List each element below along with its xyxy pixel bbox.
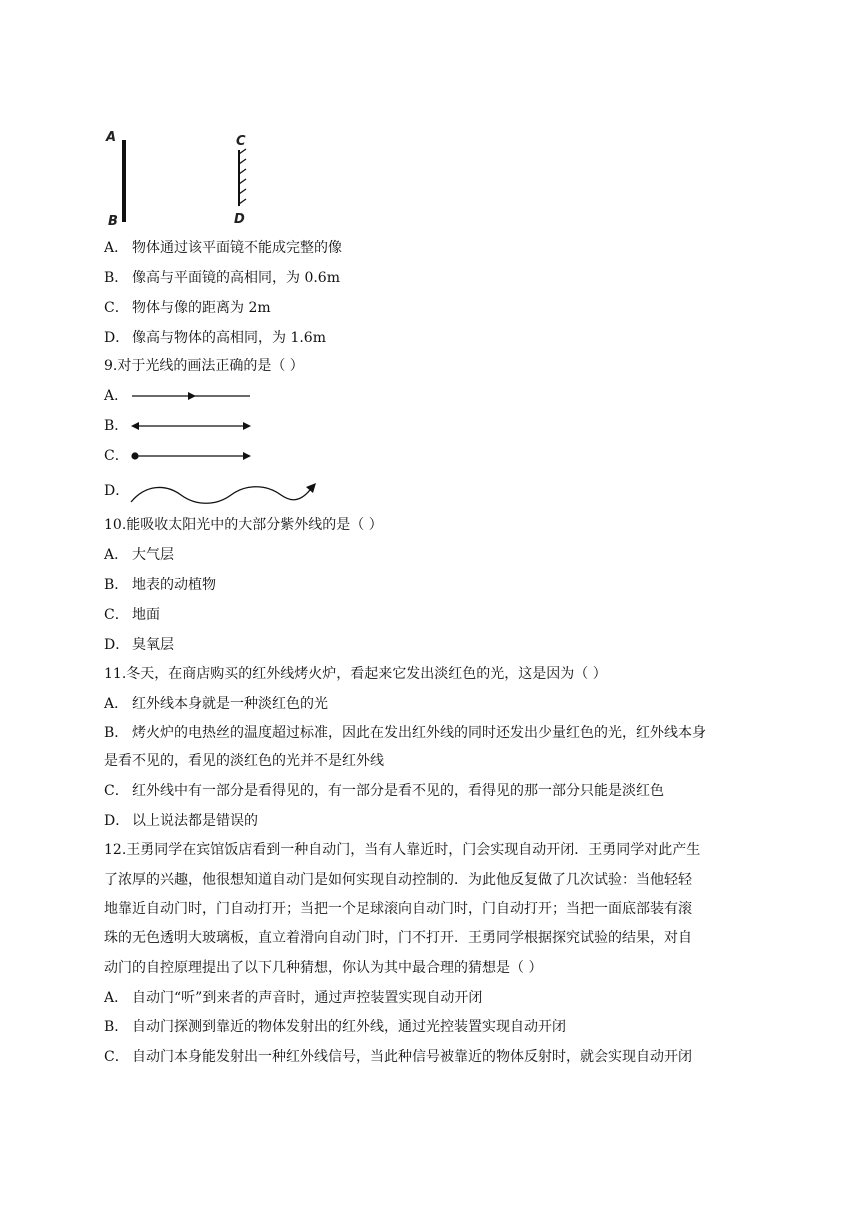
ray-wave-arrow-figure [128, 478, 322, 512]
q12-stem-line: 动门的自控原理提出了以下几种猜想，你认为其中最合理的猜想是（ ） [104, 960, 543, 976]
q9-option-a: A． [104, 388, 129, 404]
q9-option-d: D． [104, 483, 130, 499]
q12-stem-line: 珠的无色透明大玻璃板，直立着滑向自动门时，门不打开．王勇同学根据探究试验的结果，对自 [104, 930, 692, 946]
ray-dot-arrow-figure [130, 448, 254, 464]
object-mirror-diagram [115, 136, 255, 228]
q9-stem: 9.对于光线的画法正确的是（ ） [104, 358, 304, 374]
q9-option-b: B． [104, 418, 129, 434]
q9-option-c: C． [104, 448, 129, 464]
q12-stem-line: 了浓厚的兴趣，他很想知道自动门是如何实现自动控制的．为此他反复做了几次试验：当他轻轻 [104, 872, 692, 888]
mirror-hatching [239, 149, 246, 204]
q11-option-b-cont: 是看不见的，看见的淡红色的光并不是红外线 [104, 753, 384, 769]
q11-option-a: A． 红外线本身就是一种淡红色的光 [104, 696, 328, 712]
q10-option-b: B． 地表的动植物 [104, 577, 216, 593]
q10-stem: 10.能吸收太阳光中的大部分紫外线的是（ ） [104, 517, 383, 533]
label-a: A [106, 130, 117, 145]
q12-stem-line: 12.王勇同学在宾馆饭店看到一种自动门，当有人靠近时，门会实现自动开闭．王勇同学对此产生 [104, 842, 701, 858]
q10-option-c: C． 地面 [104, 607, 160, 623]
q8-option-b: B． 像高与平面镜的高相同，为 0.6m [104, 270, 340, 286]
q8-option-c: C． 物体与像的距离为 2m [104, 300, 271, 316]
q11-option-d: D． 以上说法都是错误的 [104, 813, 258, 829]
q8-option-a: A． 物体通过该平面镜不能成完整的像 [104, 240, 342, 256]
q12-option-b: B． 自动门探测到靠近的物体发射出的红外线，通过光控装置实现自动开闭 [104, 1019, 566, 1035]
q11-stem: 11.冬天，在商店购买的红外线烤火炉，看起来它发出淡红色的光，这是因为（ ） [104, 666, 607, 682]
q10-option-d: D． 臭氧层 [104, 637, 174, 653]
ray-double-arrow-figure [130, 418, 254, 434]
ray-arrow-mid-figure [130, 388, 254, 404]
q11-option-c: C． 红外线中有一部分是看得见的，有一部分是看不见的，看得见的那一部分只能是淡红色 [104, 783, 664, 799]
label-b: B [108, 214, 118, 229]
q12-stem-line: 地靠近自动门时，门自动打开；当把一个足球滚向自动门时，门自动打开；当把一面底部装有滚 [104, 901, 692, 917]
q11-option-b: B． 烤火炉的电热丝的温度超过标准，因此在发出红外线的同时还发出少量红色的光，红外线本身 [104, 725, 706, 741]
q10-option-a: A． 大气层 [104, 547, 174, 563]
q12-option-a: A． 自动门“听”到来者的声音时，通过声控装置实现自动开闭 [104, 990, 483, 1006]
label-d: D [234, 212, 245, 227]
label-c: C [236, 134, 246, 149]
q8-option-d: D． 像高与物体的高相同，为 1.6m [104, 330, 326, 346]
q12-option-c: C． 自动门本身能发射出一种红外线信号，当此种信号被靠近的物体反射时，就会实现自动开闭 [104, 1049, 692, 1065]
